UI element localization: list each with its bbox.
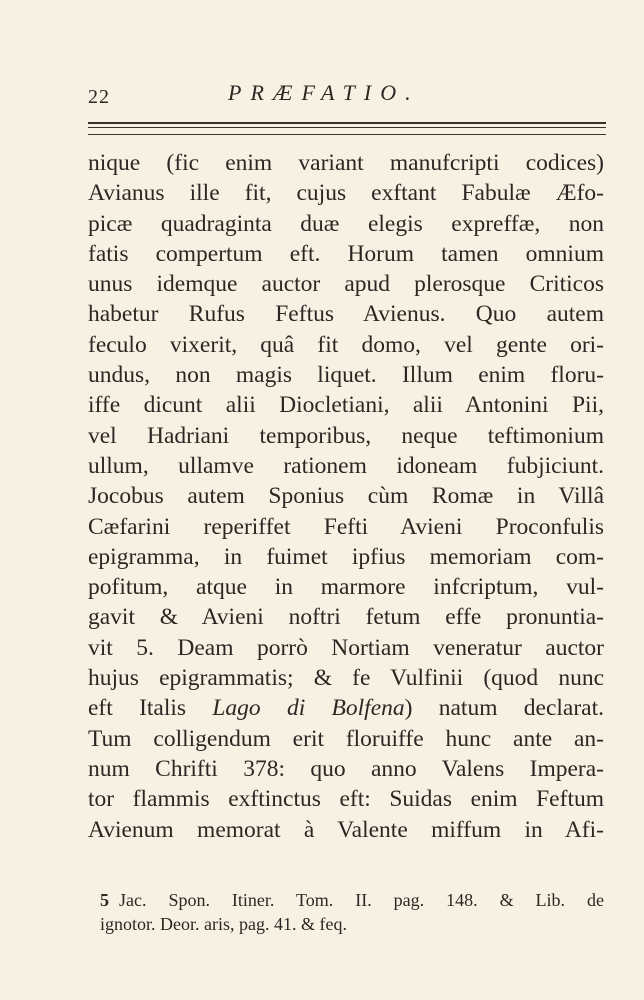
page-header (88, 80, 606, 110)
text-line: Tum colligendum erit floruiffe hunc ante an- (88, 725, 604, 752)
italic-place-name: Lago di Bolfena (212, 695, 405, 722)
text-line: epigramma, in fuimet ipfius memoriam com- (88, 543, 604, 570)
text-segment: eft Italis (88, 695, 213, 722)
header-rule-lower (88, 134, 606, 135)
footnote-marker: 5 (100, 890, 109, 910)
footnote-line: ignotor. Deor. aris, pag. 41. & feq. (100, 914, 347, 934)
text-line: vit 5. Deam porrò Nortiam veneratur auctor (88, 634, 604, 661)
text-line: undus, non magis liquet. Illum enim floru- (88, 362, 604, 389)
text-line: gavit & Avieni noftri fetum effe pronuntia- (88, 604, 604, 631)
text-line: nique (fic enim variant manufcripti codices) (88, 150, 604, 176)
footnote-line (100, 888, 604, 912)
header-rule-thick (88, 122, 606, 124)
text-line: Cæfarini reperiffet Fefti Avieni Proconfulis (88, 513, 604, 540)
text-line: vel Hadriani temporibus, neque teftimonium (88, 422, 604, 449)
header-rule-thin (88, 127, 606, 128)
page-number: 22 (88, 86, 110, 108)
body-text (88, 148, 604, 845)
text-line: unus idemque auctor apud plerosque Criticos (88, 271, 604, 298)
text-line: hujus epigrammatis; & fe Vulfinii (quod nunc (88, 665, 604, 692)
text-line: Avienum memorat à Valente miffum in Afi- (88, 816, 604, 843)
text-line: feculo vixerit, quâ fit domo, vel gente ori- (88, 331, 604, 358)
text-line: picæ quadraginta duæ elegis expreffæ, non (88, 210, 604, 237)
text-segment: ) natum declarat. (404, 695, 604, 722)
text-line: ullum, ullamve rationem idoneam fubjiciunt. (88, 452, 604, 479)
text-line: num Chrifti 378: quo anno Valens Impera- (88, 755, 604, 782)
text-line: habetur Rufus Feftus Avienus. Quo autem (88, 301, 604, 328)
footnote-text: Jac. Spon. Itiner. Tom. II. pag. 148. & Lib. de (119, 890, 604, 910)
text-line: fatis compertum eft. Horum tamen omnium (88, 240, 604, 267)
footnote (100, 888, 604, 936)
text-line: iffe dicunt alii Diocletiani, alii Antonini Pii, (88, 392, 604, 419)
text-line: pofitum, atque in marmore infcriptum, vul- (88, 574, 604, 601)
running-head: PRÆFATIO. (228, 80, 420, 105)
text-line-with-italic (88, 693, 604, 723)
text-line: Avianus ille fit, cujus exftant Fabulæ Æfo- (88, 180, 604, 207)
text-line: Jocobus autem Sponius cùm Romæ in Villâ (88, 483, 604, 510)
text-line: tor flammis exftinctus eft: Suidas enim Feftum (88, 786, 604, 813)
